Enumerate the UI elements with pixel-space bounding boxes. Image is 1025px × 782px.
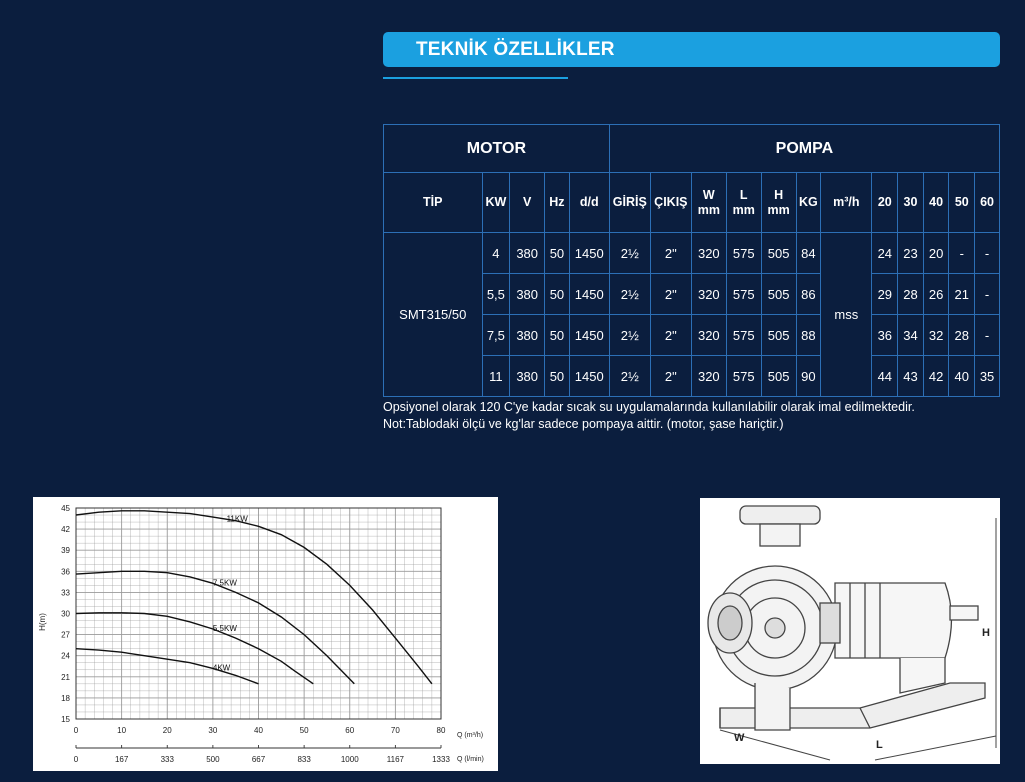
header-underline <box>383 77 568 79</box>
cell-h: 505 <box>761 274 796 315</box>
cell-cikis: 2" <box>650 233 691 274</box>
cell-cikis: 2" <box>650 315 691 356</box>
cell-q40: 42 <box>923 356 949 397</box>
dimension-l-label: L <box>876 739 883 751</box>
cell-q20: 29 <box>872 274 898 315</box>
cell-q40: 20 <box>923 233 949 274</box>
cell-hz: 50 <box>545 315 570 356</box>
dimension-h-label: H <box>982 627 990 639</box>
x-axis-label-secondary: Q (l/min) <box>457 756 484 763</box>
col-kg: KG <box>796 173 821 233</box>
cell-kw: 4 <box>482 233 510 274</box>
cell-v: 380 <box>510 233 545 274</box>
section-header <box>383 32 1000 67</box>
x-tick-label: 0 <box>73 726 79 735</box>
cell-cikis: 2" <box>650 274 691 315</box>
note-line: Opsiyonel olarak 120 C'ye kadar sıcak su uygulamalarında kullanılabilir olarak imal edilmektedir. <box>383 400 915 414</box>
col-q20: 20 <box>872 173 898 233</box>
section-title: TEKNİK ÖZELLİKLER <box>416 39 615 60</box>
cell-q40: 32 <box>923 315 949 356</box>
cell-hz: 50 <box>545 233 570 274</box>
x2-tick-label: 0 <box>73 755 79 764</box>
cell-h: 505 <box>761 233 796 274</box>
y-axis-label: H(m) <box>38 613 47 631</box>
col-m3h: m³/h <box>821 173 872 233</box>
cell-dd: 1450 <box>569 233 609 274</box>
y-tick-label: 15 <box>61 715 70 724</box>
x2-tick-label: 500 <box>206 755 220 764</box>
col-l-label: L <box>739 187 748 202</box>
cell-hz: 50 <box>545 274 570 315</box>
group-motor: MOTOR <box>384 125 610 173</box>
cell-q60: - <box>975 233 1000 274</box>
x2-tick-label: 167 <box>114 755 129 764</box>
x-tick-label: 40 <box>254 726 263 735</box>
cell-w: 320 <box>691 274 726 315</box>
x2-tick-label: 1333 <box>432 755 450 764</box>
cell-v: 380 <box>510 356 545 397</box>
y-tick-label: 33 <box>61 588 70 598</box>
x-tick-label: 30 <box>208 726 218 735</box>
col-w <box>691 173 726 233</box>
cell-h: 505 <box>761 356 796 397</box>
cell-dd: 1450 <box>569 356 609 397</box>
col-q50: 50 <box>949 173 975 233</box>
y-tick-label: 30 <box>61 609 70 619</box>
cell-q30: 28 <box>898 274 924 315</box>
col-q60: 60 <box>975 173 1000 233</box>
col-h-unit: mm <box>767 202 790 217</box>
cell-kg: 84 <box>796 233 821 274</box>
cell-l: 575 <box>726 233 761 274</box>
series-label: 4KW <box>212 663 231 673</box>
y-tick-label: 42 <box>61 525 70 535</box>
x-tick-label: 10 <box>117 726 127 735</box>
x2-tick-label: 1167 <box>386 755 404 764</box>
cell-l: 575 <box>726 315 761 356</box>
cell-dd: 1450 <box>569 315 609 356</box>
performance-chart-svg <box>33 497 498 771</box>
group-pompa: POMPA <box>609 125 999 173</box>
col-v: V <box>510 173 545 233</box>
cell-giris: 2½ <box>609 315 650 356</box>
cell-kg: 88 <box>796 315 821 356</box>
cell-kw: 11 <box>482 356 510 397</box>
performance-chart <box>33 497 498 771</box>
y-tick-label: 27 <box>61 630 70 640</box>
cell-w: 320 <box>691 233 726 274</box>
x-tick-label: 70 <box>390 726 400 735</box>
col-giris: GİRİŞ <box>609 173 650 233</box>
cell-kg: 90 <box>796 356 821 397</box>
cell-q50: - <box>949 233 975 274</box>
y-tick-label: 39 <box>61 546 70 556</box>
x2-tick-label: 1000 <box>340 755 359 764</box>
cell-kw: 5,5 <box>482 274 510 315</box>
cell-h: 505 <box>761 315 796 356</box>
col-kw: KW <box>482 173 510 233</box>
series-label: 5.5KW <box>212 623 237 633</box>
x-tick-label: 20 <box>162 726 172 735</box>
cell-hz: 50 <box>545 356 570 397</box>
cell-giris: 2½ <box>609 356 650 397</box>
cell-giris: 2½ <box>609 233 650 274</box>
model-cell: SMT315/50 <box>384 233 483 397</box>
cell-q40: 26 <box>923 274 949 315</box>
notes <box>383 399 915 433</box>
col-dd: d/d <box>569 173 609 233</box>
unit-cell: mss <box>821 233 872 397</box>
cell-q30: 43 <box>898 356 924 397</box>
col-q30: 30 <box>898 173 924 233</box>
cell-l: 575 <box>726 356 761 397</box>
y-tick-label: 21 <box>61 672 70 682</box>
y-tick-label: 45 <box>61 504 70 513</box>
cell-q50: 40 <box>949 356 975 397</box>
cell-giris: 2½ <box>609 274 650 315</box>
col-w-unit: mm <box>697 202 720 217</box>
cell-kg: 86 <box>796 274 821 315</box>
x2-tick-label: 833 <box>297 755 311 764</box>
pump-drawing-svg <box>700 498 1000 764</box>
x-tick-label: 80 <box>436 726 446 735</box>
x-tick-label: 50 <box>299 726 309 735</box>
x-axis-label: Q (m³/h) <box>457 732 484 739</box>
y-tick-label: 18 <box>61 693 70 703</box>
col-cikis: ÇIKIŞ <box>650 173 691 233</box>
series-line <box>76 511 432 684</box>
cell-q20: 24 <box>872 233 898 274</box>
cell-l: 575 <box>726 274 761 315</box>
cell-dd: 1450 <box>569 274 609 315</box>
column-header-row <box>384 173 1000 233</box>
col-h <box>761 173 796 233</box>
series-label: 11KW <box>226 514 248 524</box>
cell-kw: 7,5 <box>482 315 510 356</box>
x2-tick-label: 667 <box>251 755 266 764</box>
table-row <box>384 233 1000 274</box>
pump-illustration <box>708 506 985 730</box>
series-label: 7.5KW <box>212 578 237 588</box>
cell-q60: - <box>975 274 1000 315</box>
col-w-label: W <box>702 187 715 202</box>
cell-q30: 23 <box>898 233 924 274</box>
cell-q20: 36 <box>872 315 898 356</box>
y-tick-label: 36 <box>61 567 70 577</box>
cell-q50: 21 <box>949 274 975 315</box>
col-l-unit: mm <box>732 202 755 217</box>
cell-q20: 44 <box>872 356 898 397</box>
cell-w: 320 <box>691 356 726 397</box>
x2-tick-label: 333 <box>160 755 174 764</box>
col-hz: Hz <box>545 173 570 233</box>
col-q40: 40 <box>923 173 949 233</box>
dimension-w-label: W <box>734 732 745 744</box>
spec-table <box>383 124 1000 397</box>
col-h-label: H <box>774 187 784 202</box>
x-tick-label: 60 <box>345 726 355 735</box>
col-l <box>726 173 761 233</box>
pump-drawing <box>700 498 1000 764</box>
note-line: Not:Tablodaki ölçü ve kg'lar sadece pompaya aittir. (motor, şase hariçtir.) <box>383 417 784 431</box>
group-header-row <box>384 125 1000 173</box>
col-tip: TİP <box>384 173 483 233</box>
cell-q60: - <box>975 315 1000 356</box>
cell-v: 380 <box>510 315 545 356</box>
cell-q30: 34 <box>898 315 924 356</box>
cell-q60: 35 <box>975 356 1000 397</box>
y-tick-label: 24 <box>61 651 70 661</box>
cell-cikis: 2" <box>650 356 691 397</box>
cell-w: 320 <box>691 315 726 356</box>
cell-v: 380 <box>510 274 545 315</box>
cell-q50: 28 <box>949 315 975 356</box>
